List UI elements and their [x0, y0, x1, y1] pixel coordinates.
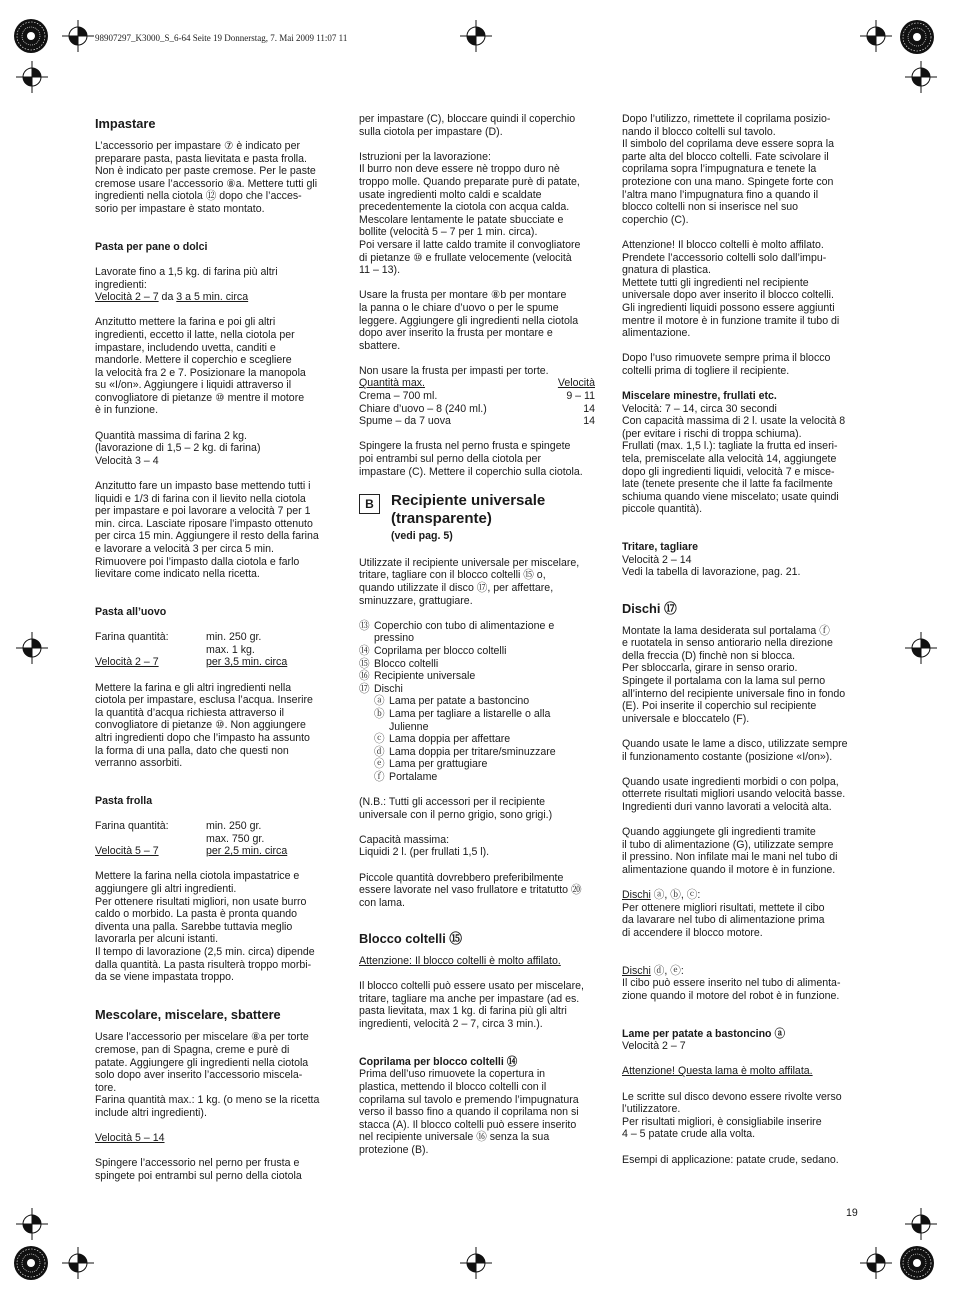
list-subitem: ⓓ Lama doppia per tritare/sminuzzare — [374, 745, 556, 758]
section-title-dischi: Dischi ⑰ — [622, 600, 677, 616]
section-title-blocco: Blocco coltelli ⑮ — [359, 931, 463, 947]
paragraph: Non usare la frusta per impasti per torte. — [359, 364, 549, 377]
paragraph: Velocità 2 – 14 Vedi la tabella di lavorazione, pag. 21. — [622, 553, 801, 579]
registration-wheel-icon — [14, 1246, 48, 1280]
kv-value: min. 250 gr. — [206, 631, 262, 644]
speed-line: Velocità 5 – 14 — [95, 1132, 165, 1145]
kv-value: min. 250 gr. — [206, 820, 262, 833]
paragraph: Spingere l’accessorio nel perno per frusta e spingete poi entrambi sul perno della ciotola — [95, 1157, 302, 1182]
crosshair-icon — [905, 1208, 937, 1240]
list-subitem: ⓕ Portalame — [374, 770, 438, 783]
disc-label: Dischi ⓓ, ⓔ: — [622, 964, 684, 977]
subsection-title-lame: Lame per patate a bastoncino ⓐ — [622, 1027, 786, 1040]
crosshair-icon — [62, 20, 94, 52]
table-cell: Chiare d’uovo – 8 (240 ml.) — [359, 402, 487, 415]
page-number: 19 — [846, 1207, 858, 1219]
crosshair-icon — [905, 632, 937, 664]
subsection-title-miscelare: Miscelare minestre, frullati etc. — [622, 390, 777, 403]
crosshair-icon — [460, 20, 492, 52]
list-item: ⑬ Coperchio con tubo di alimentazione e pressino — [359, 619, 555, 645]
kv-value: max. 750 gr. — [206, 832, 265, 845]
table-cell: 14 — [583, 415, 595, 428]
kv-value: per 2,5 min. circa — [206, 845, 288, 858]
table-cell: Crema – 700 ml. — [359, 390, 438, 403]
paragraph: Dopo l’utilizzo, rimettete il coprilama posizio- nando il blocco coltelli sul tavolo. Il simbolo del coprilama deve essere sopra la parte alta del blocco coltelli. Fate scivolare il coprilama sopra l’impugnatura e tenete la protezione con una mano. Spingete forte con l’altra mano l’impugnatura fino a quando il blocco coltelli non si inserisce nel suo coperchio (C). — [622, 113, 834, 226]
paragraph: Quando aggiungete gli ingredienti tramite il tubo di alimentazione (G), utilizzate sempre il pressino. Non infilate mai le mani nel tubo di alimentazione quando il motore è in funzione. — [622, 826, 838, 876]
quantity-table — [95, 631, 331, 669]
column-1 — [95, 113, 331, 1195]
paragraph: Lavorate fino a 1,5 kg. di farina più altri ingredienti: — [95, 265, 278, 291]
paragraph: (N.B.: Tutti gli accessori per il recipiente universale con il perno grigio, sono grigi.) — [359, 796, 553, 821]
list-item: ⑭ Coprilama per blocco coltelli — [359, 644, 507, 657]
paragraph: Mettere la farina nella ciotola impastatrice e aggiungere gli altri ingredienti. Per ottenere risultati migliori, non usate burro caldo o morbido. La pasta è pronta quando diventa una palla. Sarebbe tuttavia meglio lavorarla per alcuni istanti. Il tempo di lavorazione (2,5 min. circa) dipende dalla quantità. La pasta risulterà troppo morbi- da se viene impastata troppo. — [95, 870, 315, 984]
registration-wheel-icon — [900, 1246, 934, 1280]
warning: Attenzione! Questa lama è molto affilata. — [622, 1065, 813, 1078]
registration-wheel-icon — [900, 20, 934, 54]
paragraph: Piccole quantità dovrebbero preferibilmente essere lavorate nel vaso frullatore e tritatutto ⑳ con lama. — [359, 871, 582, 909]
paragraph: Capacità massima: Liquidi 2 l. (per frullati 1,5 l). — [359, 833, 490, 859]
paragraph: Per ottenere migliori risultati, mettete il cibo da lavarare nel tubo di alimentazione prima di accendere il blocco motore. — [622, 901, 825, 939]
paragraph: Usare la frusta per montare ⑧b per montare la panna o le chiare d’uovo o per le spume leggere. Aggiungere gli ingredienti nella ciotola dopo aver inserito la frusta per montare e sbattere. — [359, 289, 579, 352]
paragraph: Montate la lama desiderata sul portalama ⓕ e ruotatela in senso antiorario nella direzione della freccia (D) finchè non si blocca. Per sbloccarla, girare in senso orario. Spingete il portalama con la lama sul perno all’interno del recipiente universale fino in fondo (E). Poi inserite il coperchio sul recipiente universale e bloccatelo (F). — [622, 624, 846, 725]
paragraph: Dopo l’uso rimuovete sempre prima il blocco coltelli prima di togliere il recipiente. — [622, 352, 831, 377]
paragraph: Il cibo può essere inserito nel tubo di alimenta- zione quando il motore del robot è in funzione. — [622, 977, 841, 1002]
paragraph: Attenzione! Il blocco coltelli è molto affilato. Prendete l’accessorio coltelli solo dall’impu- gnatura di plastica. Mettete tutti gli ingredienti nel recipiente universale dopo aver inserito il blocco coltelli. Gli ingredienti liquidi possono essere aggiunti mentre il motore è in funzione tramite il tubo di alimentazione. — [622, 238, 840, 340]
paragraph: Esempi di applicazione: patate crude, sedano. — [622, 1153, 839, 1166]
list-subitem: ⓒ Lama doppia per affettare — [374, 733, 511, 746]
table-cell: Spume – da 7 uova — [359, 415, 451, 428]
subsection-title-tritare: Tritare, tagliare — [622, 541, 698, 554]
kv-label: Farina quantità: — [95, 631, 169, 644]
section-b-heading — [359, 492, 595, 543]
paragraph: Il blocco coltelli può essere usato per miscelare, tritare, tagliare ma anche per impastare (ad es. pasta lievitata, max 1 kg. di farina più gli altri ingredienti, velocità 2 – 7, circa 3 min.). — [359, 980, 584, 1030]
quantity-table — [95, 820, 331, 858]
column-2 — [359, 113, 595, 1169]
speed-line: Velocità 2 – 7 da 3 a 5 min. circa — [95, 291, 249, 304]
table-header: Quantità max. — [359, 377, 425, 390]
paragraph: L’accessorio per impastare ⑦ è indicato per preparare pasta, pasta lievitata e pasta frolla. Non è indicato per paste cremose. Per le paste cremose usare l’accessorio ⑧a. Mettere tutti gli ingredienti nella ciotola ⑫ dopo che l’acces- sorio per impastare è stato montato. — [95, 140, 318, 215]
paragraph: Le scritte sul disco devono essere rivolte verso l’utilizzatore. Per risultati migliori, è consigliabile inserire 4 – 5 patate crude alla volta. — [622, 1090, 842, 1141]
paragraph: Istruzioni per la lavorazione: Il burro non deve essere nè troppo duro nè troppo molle. Quando preparate purè di patate, usate ingredienti molto caldi e scaldate precedentemente la ciotola con acqua calda. Mescolare lentamente le patate sbucciate e bollite (velocità 5 – 7 per 1 min. circa). Poi versare il latte caldo tramite il convogliatore di pietanze ⑩ e frullate velocemente (velocità 11 – 13). — [359, 150, 581, 277]
list-item: ⑰ Dischi — [359, 682, 403, 695]
parts-list — [359, 620, 595, 784]
section-title-recipiente: Recipiente universale (transparente) — [391, 492, 546, 527]
list-subitem: ⓐ Lama per patate a bastoncino — [374, 695, 530, 708]
paragraph: Spingere la frusta nel perno frusta e spingete poi entrambi sul perno della ciotola per impastare (C). Mettere il coperchio sulla ciotola. — [359, 440, 583, 478]
page-reference: (vedi pag. 5) — [391, 530, 453, 543]
section-title-impastare: Impastare — [95, 116, 156, 131]
paragraph: Prima dell’uso rimuovete la copertura in plastica, mettendo il blocco coltelli con il coprilama sul tavolo e premendo l’impugnatura verso il basso fino a quando il coprilama non si stacca (A). Il blocco coltelli può essere inserito nel recipiente universale ⑯ senza la sua protezione (B). — [359, 1068, 579, 1156]
table-header: Velocità — [557, 377, 595, 390]
kv-label: Farina quantità: — [95, 820, 169, 833]
crosshair-icon — [16, 1208, 48, 1240]
crosshair-icon — [16, 61, 48, 93]
crosshair-icon — [460, 1247, 492, 1279]
crosshair-icon — [16, 632, 48, 664]
kv-value: per 3,5 min. circa — [206, 656, 288, 669]
registration-wheel-icon — [14, 19, 48, 53]
crosshair-icon — [860, 1247, 892, 1279]
kv-value: max. 1 kg. — [206, 643, 255, 656]
list-subitem: ⓑ Lama per tagliare a listarelle o alla Julienne — [374, 707, 551, 733]
subsection-title-pane: Pasta per pane o dolci — [95, 240, 208, 253]
crosshair-icon — [905, 61, 937, 93]
paragraph: Mettere la farina e gli altri ingredienti nella ciotola per impastare, esclusa l’acqua. Inserire la quantità d’acqua richiesta attraverso il convogliatore di pietanze ⑩. Non aggiungere altri ingredienti dopo che l’impasto ha assunto la forma di una palla, dato che questi non verranno assorbiti. — [95, 681, 313, 770]
list-item: ⑯ Recipiente universale — [359, 670, 476, 683]
warning: Attenzione: Il blocco coltelli è molto affilato. — [359, 955, 561, 968]
subsection-title-frolla: Pasta frolla — [95, 794, 153, 807]
section-title-mescolare: Mescolare, miscelare, sbattere — [95, 1007, 281, 1023]
paragraph: Velocità 2 – 7 — [622, 1040, 686, 1053]
paragraph: Quantità massima di farina 2 kg. (lavorazione di 1,5 – 2 kg. di farina) Velocità 3 – 4 — [95, 429, 261, 467]
paragraph: Anzitutto fare un impasto base mettendo tutti i liquidi e 1/3 di farina con il lievito nella ciotola per impastare e poi lavorare a velocità 7 per 1 min. circa. Lasciate riposare l’impasto ottenuto per circa 15 min. Aggiungere il resto della farina e lavorare a velocità 3 per circa 5 min. Rimuovere poi l’impasto dalla ciotola e farlo lievitare come indicato nella ricetta. — [95, 480, 319, 581]
subsection-title-uovo: Pasta all’uovo — [95, 605, 167, 618]
disc-label: Dischi ⓐ, ⓑ, ⓒ: — [622, 889, 701, 902]
crosshair-icon — [860, 20, 892, 52]
paragraph: Quando usate le lame a disco, utilizzate sempre il funzionamento costante (posizione «I/on»). — [622, 737, 848, 763]
kv-label: Velocità 5 – 7 — [95, 845, 159, 858]
paragraph: Usare l’accessorio per miscelare ⑧a per torte cremose, pan di Spagna, creme e purè di patate. Aggiungere gli ingredienti nella ciotola solo dopo aver inserito l’accessorio miscela- tore. Farina quantità max.: 1 kg. (o meno se la ricetta include altri ingredienti). — [95, 1031, 320, 1119]
whisk-table — [359, 377, 595, 427]
table-cell: 14 — [583, 402, 595, 415]
print-slug: 98907297_K3000_S_6-64 Seite 19 Donnerstag, 7. Mai 2009 11:07 11 — [95, 33, 348, 43]
list-subitem: ⓔ Lama per grattugiare — [374, 758, 488, 771]
crosshair-icon — [62, 1247, 94, 1279]
paragraph: per impastare (C), bloccare quindi il coperchio sulla ciotola per impastare (D). — [359, 113, 576, 138]
table-cell: 9 – 11 — [566, 390, 595, 403]
paragraph: Anzitutto mettere la farina e poi gli altri ingredienti, eccetto il latte, nella ciotola per impastare, includendo uvetta, canditi e mandorle. Mettere il coperchio e scegliere la velocità fra 2 e 7. Posizionare la manopola su «I/on». Aggiungere i liquidi attraverso il convogliatore di pietanze ⑩ mentre il motore è in funzione. — [95, 316, 306, 417]
kv-label: Velocità 2 – 7 — [95, 656, 159, 669]
paragraph: Velocità: 7 – 14, circa 30 secondi Con capacità massima di 2 l. usate la velocità 8 (per evitare i rischi di troppa schiuma). Frullati (max. 1,5 l.): tagliate la frutta ed inseri- tela, premiscelate alla velocità 14, aggiungete dopo gli ingredienti liquidi, velocità 7 e misce- late (tenete presente che il latte fa facilmente schiuma quando viene miscelato; usate quindi piccole quantità). — [622, 402, 846, 516]
section-letter-badge: B — [359, 494, 380, 514]
list-item: ⑮ Blocco coltelli — [359, 657, 439, 670]
column-3 — [622, 113, 860, 1179]
paragraph: Utilizzate il recipiente universale per miscelare, tritare, tagliare con il blocco coltelli ⑮ o, quando utilizzate il disco ⑰, per affettare, sminuzzare, grattugiare. — [359, 556, 580, 607]
paragraph: Quando usate ingredienti morbidi o con polpa, otterrete risultati migliori usando velocità basse. Ingredienti duri vanno lavorati a velocità alta. — [622, 775, 846, 813]
subsection-title-coprilama: Coprilama per blocco coltelli ⑭ — [359, 1055, 518, 1068]
